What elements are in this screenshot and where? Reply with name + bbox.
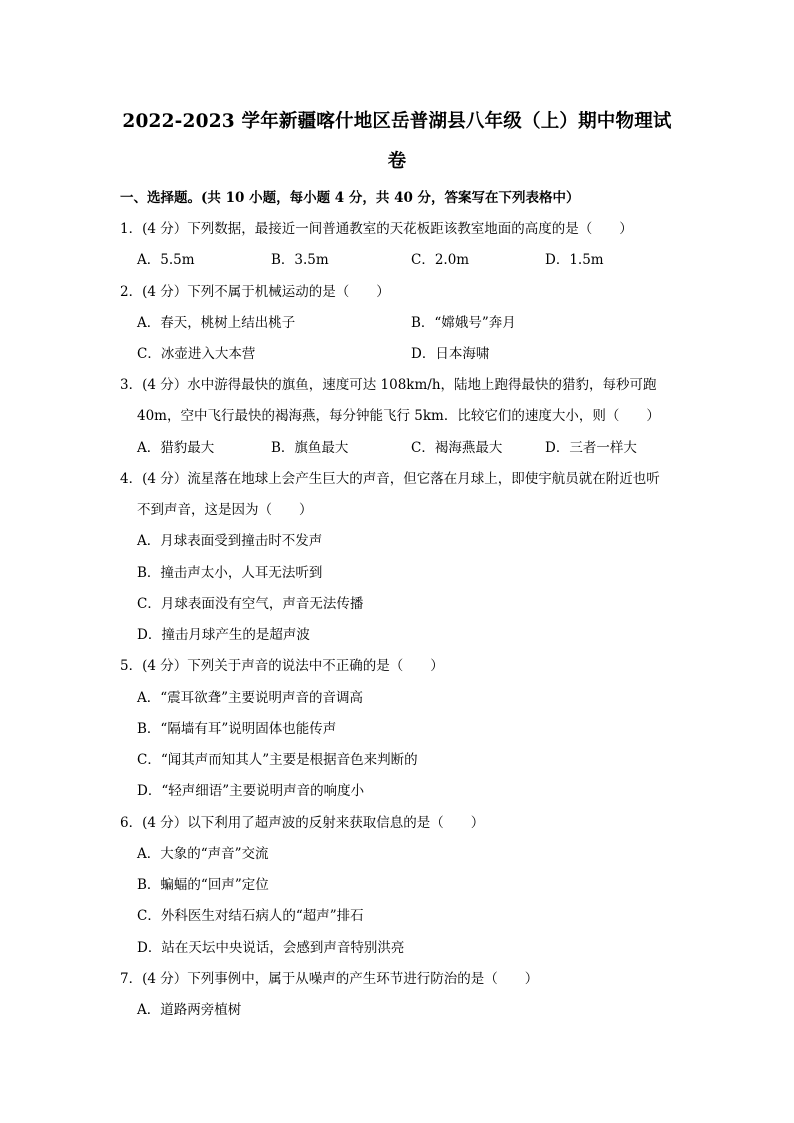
question-3-option-b: B．旗鱼最大: [271, 440, 349, 456]
question-2-option-c: C．冰壶进入大本营: [137, 346, 256, 362]
question-4-stem-line1: 4．(4 分）流星落在地球上会产生巨大的声音，但它落在月球上，即使宇航员就在附近也听: [120, 471, 660, 487]
question-4-option-a: A．月球表面受到撞击时不发声: [137, 533, 323, 549]
question-6-stem: 6．(4 分）以下利用了超声波的反射来获取信息的是（ ）: [120, 815, 485, 831]
question-3-stem-line2: 40m，空中飞行最快的褐海燕，每分钟能飞行 5km．比较它们的速度大小，则（ ）: [137, 408, 660, 424]
question-6-option-b: B．蝙蝠的“回声”定位: [137, 877, 269, 893]
question-2-option-d: D．日本海啸: [411, 346, 490, 362]
question-3-option-a: A．猎豹最大: [137, 440, 215, 456]
question-6-option-c: C．外科医生对结石病人的“超声”排石: [137, 908, 364, 924]
question-5-option-d: D．“轻声细语”主要说明声音的响度小: [137, 783, 365, 799]
question-4-stem-line2: 不到声音，这是因为（ ）: [137, 502, 313, 518]
question-3-option-d: D．三者一样大: [545, 440, 637, 456]
question-7-stem: 7．(4 分）下列事例中，属于从噪声的产生环节进行防治的是（ ）: [120, 971, 539, 987]
question-4-option-c: C．月球表面没有空气，声音无法传播: [137, 596, 364, 612]
question-4-option-b: B．撞击声太小，人耳无法听到: [137, 565, 323, 581]
question-1-option-a: A．5.5m: [137, 252, 195, 268]
question-1-stem: 1．(4 分）下列数据，最接近一间普通教室的天花板距该教室地面的高度的是（ ）: [120, 221, 633, 237]
question-1-option-c: C．2.0m: [411, 252, 470, 268]
question-2-option-b: B．“嫦娥号”奔月: [411, 315, 516, 331]
question-5-option-a: A．“震耳欲聋”主要说明声音的音调高: [137, 690, 364, 706]
question-6-option-d: D．站在天坛中央说话，会感到声音特别洪亮: [137, 940, 405, 956]
question-1-option-d: D．1.5m: [545, 252, 604, 268]
question-5-option-b: B．“隔墙有耳”说明固体也能传声: [137, 721, 337, 737]
question-3-stem-line1: 3．(4 分）水中游得最快的旗鱼，速度可达 108km/h，陆地上跑得最快的猎豹，每秒可跑: [120, 377, 657, 393]
section-heading: 一、选择题。(共 10 小题，每小题 4 分，共 40 分，答案写在下列表格中）: [120, 190, 580, 206]
question-6-option-a: A．大象的“声音”交流: [137, 846, 269, 862]
exam-title-line2: 卷: [387, 151, 407, 172]
question-1-option-b: B．3.5m: [271, 252, 329, 268]
question-5-option-c: C．“闻其声而知其人”主要是根据音色来判断的: [137, 752, 418, 768]
question-3-option-c: C．褐海燕最大: [411, 440, 503, 456]
question-5-stem: 5．(4 分）下列关于声音的说法中不正确的是（ ）: [120, 658, 444, 674]
question-2-option-a: A．春天，桃树上结出桃子: [137, 315, 296, 331]
question-2-stem: 2．(4 分）下列不属于机械运动的是（ ）: [120, 284, 390, 300]
exam-title-line1: 2022-2023 学年新疆喀什地区岳普湖县八年级（上）期中物理试: [122, 111, 672, 132]
question-7-option-a: A．道路两旁植树: [137, 1002, 242, 1018]
question-4-option-d: D．撞击月球产生的是超声波: [137, 627, 310, 643]
